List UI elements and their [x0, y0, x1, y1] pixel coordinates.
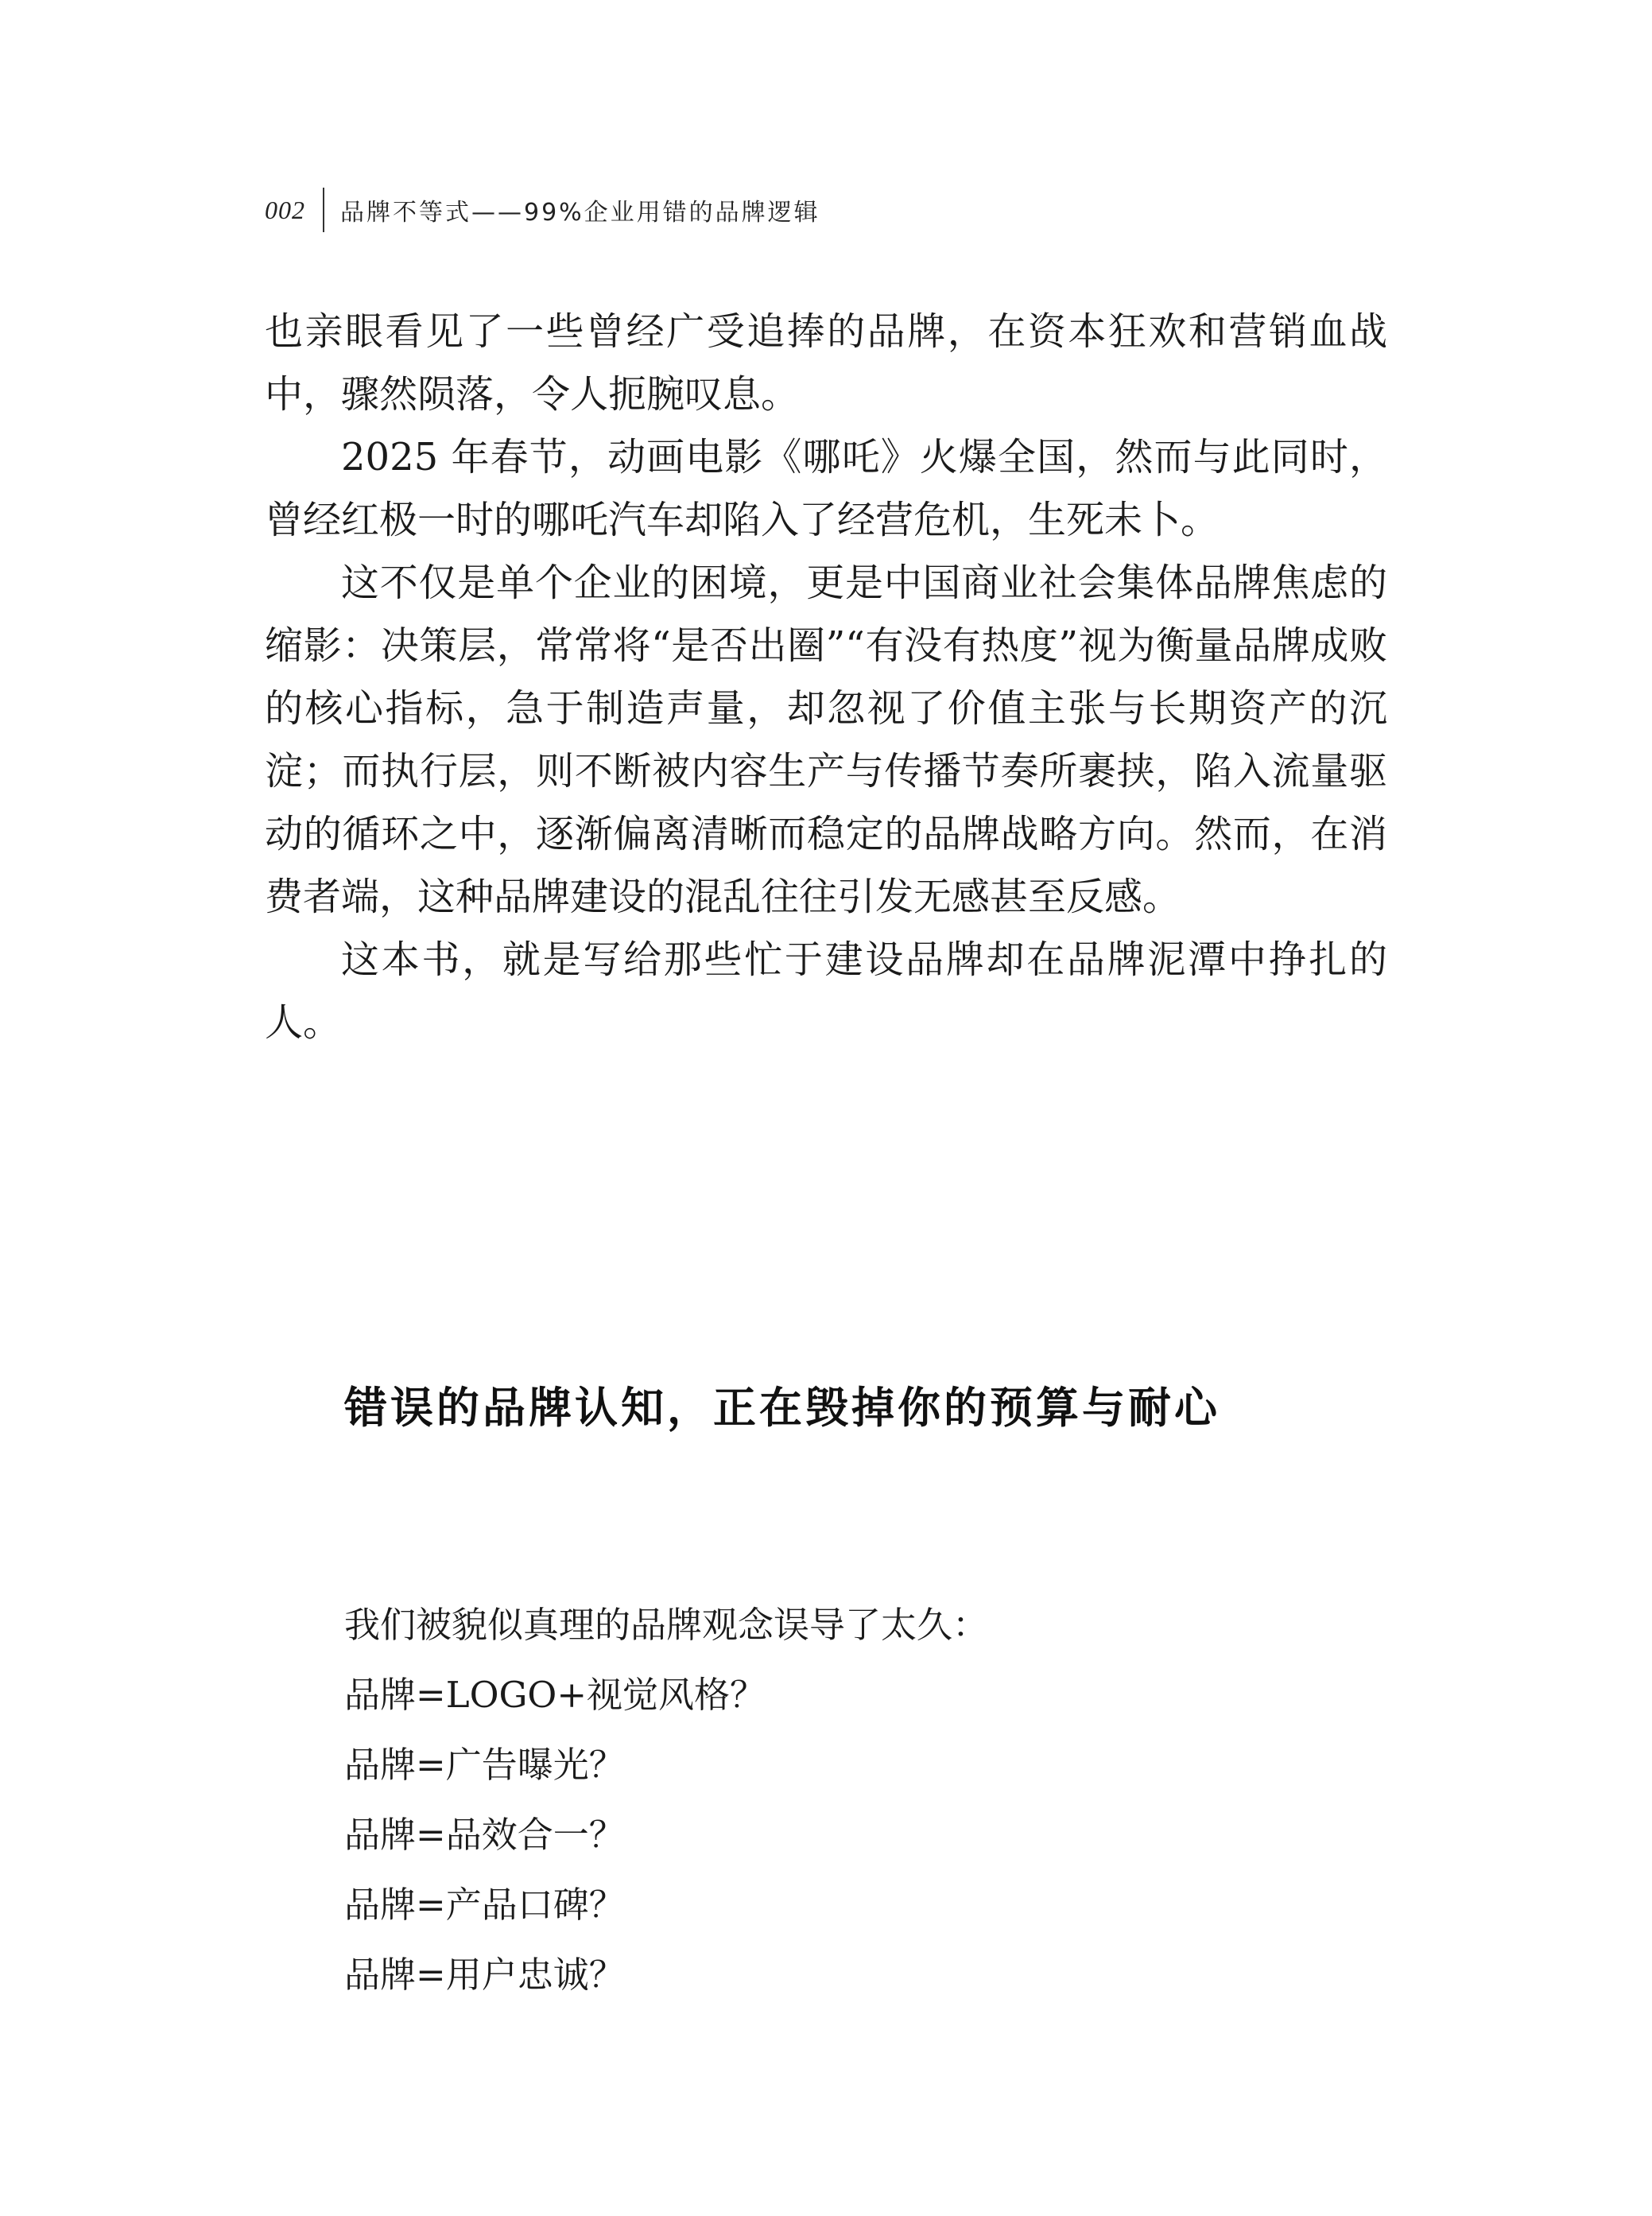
misconception-list [344, 1660, 766, 2010]
paragraph-audience: 这本书，就是写给那些忙于建设品牌却在品牌泥潭中挣扎的人。 [265, 937, 1387, 1045]
section-lead: 我们被貌似真理的品牌观念误导了太久： [344, 1604, 989, 1646]
page-number: 002 [265, 195, 305, 224]
paragraph-brand-anxiety: 这不仅是单个企业的困境，更是中国商业社会集体品牌焦虑的缩影：决策层，常常将“是否出圈”“有没有热度”视为衡量品牌成败的核心指标，急于制造声量，却忽视了价值主张与长期资产的沉淀；而执行层，则不断被内容生产与传播节奏所裹挟，陷入流量驱动的循环之中，逐渐偏离清晰而稳定的品牌战略方向。然而，在消费者端，这种品牌建设的混乱往往引发无感甚至反感。 [265, 561, 1387, 919]
paragraph-nezha: 2025 年春节，动画电影《哪吒》火爆全国，然而与此同时，曾经红极一时的哪吒汽车却陷入了经营危机，生死未卜。 [265, 435, 1387, 542]
running-header [265, 188, 820, 232]
paragraph-continued: 也亲眼看见了一些曾经广受追捧的品牌，在资本狂欢和营销血战中，骤然陨落，令人扼腕叹息。 [265, 309, 1387, 417]
list-item: 品牌=用户忠诚？ [344, 1954, 625, 1996]
section-heading: 错误的品牌认知，正在毁掉你的预算与耐心 [344, 1383, 1220, 1433]
list-item: 品牌=广告曝光？ [344, 1744, 625, 1786]
header-divider [323, 188, 324, 232]
running-title: 品牌不等式——99%企业用错的品牌逻辑 [340, 199, 820, 227]
list-item: 品牌=LOGO+视觉风格？ [344, 1674, 766, 1716]
list-item: 品牌=品效合一？ [344, 1814, 625, 1856]
body-text [265, 301, 1387, 1054]
list-item: 品牌=产品口碑？ [344, 1884, 625, 1926]
